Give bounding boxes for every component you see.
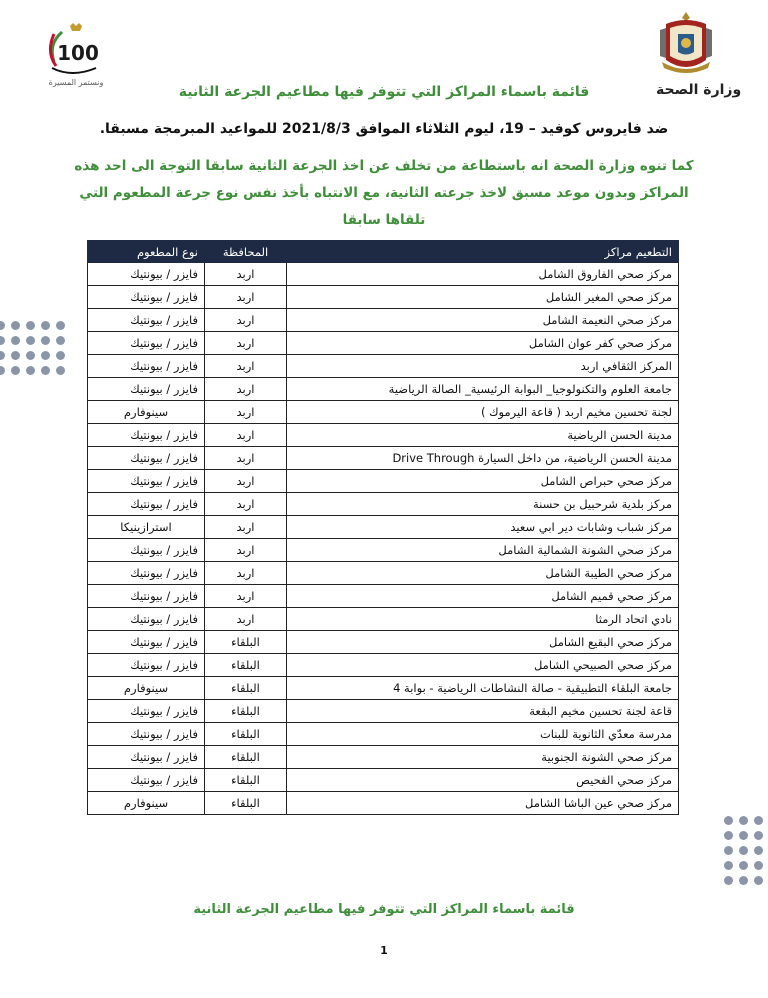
governorate-cell: البلقاء [205, 677, 287, 700]
centennial-slogan: ونستمر المسيرة [48, 78, 104, 87]
decorative-dot [56, 366, 65, 375]
vaccine-type-cell: فايزر / بيونتيك [88, 424, 205, 447]
vaccine-type-cell: فايزر / بيونتيك [88, 263, 205, 286]
table-row [88, 654, 679, 677]
decorative-dot [0, 336, 5, 345]
table-row [88, 309, 679, 332]
table-header-row [88, 241, 679, 263]
governorate-cell: اربد [205, 493, 287, 516]
table-row [88, 447, 679, 470]
centennial-logo [46, 22, 106, 87]
vaccine-type-cell: فايزر / بيونتيك [88, 700, 205, 723]
header-vaccine: نوع المطعوم [88, 241, 205, 263]
decorative-dot [724, 846, 733, 855]
table-row [88, 378, 679, 401]
table-row [88, 424, 679, 447]
governorate-cell: اربد [205, 309, 287, 332]
governorate-cell: البلقاء [205, 723, 287, 746]
decorative-dot [0, 366, 5, 375]
center-name-cell: مدينة الحسن الرياضية [287, 424, 679, 447]
decorative-dot [754, 846, 763, 855]
center-name-cell: مركز صحي كفر عوان الشامل [287, 332, 679, 355]
decorative-dot [754, 831, 763, 840]
vaccine-type-cell: فايزر / بيونتيك [88, 447, 205, 470]
governorate-cell: اربد [205, 539, 287, 562]
governorate-cell: اربد [205, 516, 287, 539]
decorative-dot [11, 336, 20, 345]
decorative-dot [56, 351, 65, 360]
decorative-dot [26, 321, 35, 330]
vaccine-type-cell: فايزر / بيونتيك [88, 769, 205, 792]
governorate-cell: البلقاء [205, 769, 287, 792]
governorate-cell: اربد [205, 562, 287, 585]
center-name-cell: مركز صحي البقيع الشامل [287, 631, 679, 654]
vaccine-type-cell: فايزر / بيونتيك [88, 332, 205, 355]
governorate-cell: البلقاء [205, 792, 287, 815]
governorate-cell: اربد [205, 332, 287, 355]
governorate-cell: اربد [205, 424, 287, 447]
governorate-cell: البلقاء [205, 631, 287, 654]
governorate-cell: اربد [205, 585, 287, 608]
decorative-dot [724, 861, 733, 870]
vaccine-type-cell: سينوفارم [88, 677, 205, 700]
vaccine-type-cell: فايزر / بيونتيك [88, 723, 205, 746]
governorate-cell: البلقاء [205, 746, 287, 769]
table-row [88, 700, 679, 723]
vaccine-type-cell: فايزر / بيونتيك [88, 286, 205, 309]
vaccine-type-cell: فايزر / بيونتيك [88, 562, 205, 585]
decorative-dot [0, 321, 5, 330]
decorative-dot [739, 816, 748, 825]
governorate-cell: البلقاء [205, 700, 287, 723]
table-row [88, 516, 679, 539]
center-name-cell: جامعة العلوم والتكنولوجيا_ البوابة الرئيسية_ الصالة الرياضية [287, 378, 679, 401]
center-name-cell: جامعة البلقاء التطبيقية - صالة النشاطات الرياضية - بوابة 4 [287, 677, 679, 700]
table-row [88, 677, 679, 700]
vaccine-type-cell: فايزر / بيونتيك [88, 654, 205, 677]
center-name-cell: قاعة لجنة تحسين مخيم البقعة [287, 700, 679, 723]
decorative-dot [56, 336, 65, 345]
notice-paragraph: كما تنوه وزارة الصحة انه باستطاعة من تخلف عن اخذ الجرعة الثانية سابقا التوجة الى احد هذه المراكز وبدون موعد مسبق لاخذ جرعته الثانية، مع الانتباه بأخذ نفس نوع جرعة المطعوم التي تلقاها سابقا [74, 158, 694, 228]
vaccine-type-cell: فايزر / بيونتيك [88, 608, 205, 631]
table-row [88, 355, 679, 378]
table-row [88, 401, 679, 424]
header-governorate: المحافظة [205, 241, 287, 263]
decorative-dot [11, 351, 20, 360]
decorative-dot [41, 321, 50, 330]
center-name-cell: مركز صحي حبراص الشامل [287, 470, 679, 493]
decorative-dot [739, 876, 748, 885]
coat-of-arms-icon [656, 10, 716, 76]
table-row [88, 562, 679, 585]
table-row [88, 746, 679, 769]
decorative-dot [739, 831, 748, 840]
decorative-dot [754, 876, 763, 885]
footer-title: قائمة باسماء المراكز التي تتوفر فيها مطاعيم الجرعة الثانية [193, 902, 575, 917]
decorative-dot [56, 321, 65, 330]
center-name-cell: مركز شباب وشابات دير ابي سعيد [287, 516, 679, 539]
table-row [88, 769, 679, 792]
decorative-dot [0, 351, 5, 360]
vaccine-type-cell: فايزر / بيونتيك [88, 309, 205, 332]
vaccine-type-cell: سينوفارم [88, 792, 205, 815]
vaccine-type-cell: استرازينيكا [88, 516, 205, 539]
center-name-cell: مركز صحي الفاروق الشامل [287, 263, 679, 286]
center-name-cell: مركز صحي الطيبة الشامل [287, 562, 679, 585]
center-name-cell: مركز بلدية شرحبيل بن حسنة [287, 493, 679, 516]
table-row [88, 286, 679, 309]
center-name-cell: مركز صحي الشونة الشمالية الشامل [287, 539, 679, 562]
center-name-cell: لجنة تحسين مخيم اربد ( قاعة اليرموك ) [287, 401, 679, 424]
center-name-cell: مركز صحي الصبيحي الشامل [287, 654, 679, 677]
governorate-cell: اربد [205, 263, 287, 286]
decorative-dots-left [0, 321, 65, 375]
vaccine-type-cell: فايزر / بيونتيك [88, 355, 205, 378]
vaccine-type-cell: فايزر / بيونتيك [88, 470, 205, 493]
page-number: 1 [380, 944, 388, 957]
vaccine-type-cell: فايزر / بيونتيك [88, 631, 205, 654]
governorate-cell: اربد [205, 355, 287, 378]
decorative-dot [724, 816, 733, 825]
table-row [88, 631, 679, 654]
ministry-label: وزارة الصحة [656, 82, 742, 98]
decorative-dot [739, 846, 748, 855]
vaccine-type-cell: سينوفارم [88, 401, 205, 424]
decorative-dot [41, 351, 50, 360]
decorative-dot [11, 366, 20, 375]
decorative-dot [739, 861, 748, 870]
decorative-dot [41, 366, 50, 375]
vaccine-type-cell: فايزر / بيونتيك [88, 378, 205, 401]
table-row [88, 585, 679, 608]
page-title: قائمة باسماء المراكز التي تتوفر فيها مطاعيم الجرعة الثانية [178, 84, 590, 100]
governorate-cell: اربد [205, 447, 287, 470]
table-row [88, 263, 679, 286]
governorate-cell: اربد [205, 378, 287, 401]
decorative-dot [26, 366, 35, 375]
governorate-cell: اربد [205, 470, 287, 493]
centers-table [87, 240, 679, 815]
table-row [88, 539, 679, 562]
table-row [88, 470, 679, 493]
governorate-cell: اربد [205, 608, 287, 631]
table-row [88, 792, 679, 815]
center-name-cell: المركز الثقافي اربد [287, 355, 679, 378]
decorative-dot [11, 321, 20, 330]
header-center: التطعيم مراكز [287, 241, 679, 263]
decorative-dots-right [724, 816, 768, 885]
center-name-cell: مركز صحي المغير الشامل [287, 286, 679, 309]
vaccine-type-cell: فايزر / بيونتيك [88, 746, 205, 769]
decorative-dot [724, 876, 733, 885]
table-row [88, 332, 679, 355]
decorative-dot [26, 336, 35, 345]
decorative-dot [754, 861, 763, 870]
center-name-cell: مركز صحي الفحيص [287, 769, 679, 792]
center-name-cell: مركز صحي الشونة الجنوبية [287, 746, 679, 769]
table-row [88, 493, 679, 516]
governorate-cell: البلقاء [205, 654, 287, 677]
centennial-emblem-icon [46, 22, 106, 78]
governorate-cell: اربد [205, 401, 287, 424]
center-name-cell: مدينة الحسن الرياضية، من داخل السيارة Drive Through [287, 447, 679, 470]
vaccine-type-cell: فايزر / بيونتيك [88, 539, 205, 562]
governorate-cell: اربد [205, 286, 287, 309]
decorative-dot [26, 351, 35, 360]
center-name-cell: مركز صحي قميم الشامل [287, 585, 679, 608]
decorative-dot [41, 336, 50, 345]
center-name-cell: مركز صحي النعيمة الشامل [287, 309, 679, 332]
table-row [88, 723, 679, 746]
page-subtitle: ضد فايروس كوفيد – 19، ليوم الثلاثاء الموافق 2021/8/3 للمواعيد المبرمجة مسبقا. [99, 121, 669, 137]
decorative-dot [754, 816, 763, 825]
vaccine-type-cell: فايزر / بيونتيك [88, 585, 205, 608]
center-name-cell: مركز صحي عين الباشا الشامل [287, 792, 679, 815]
centennial-number: 100 [57, 41, 99, 65]
table-row [88, 608, 679, 631]
center-name-cell: مدرسة معدّي الثانوية للبنات [287, 723, 679, 746]
decorative-dot [724, 831, 733, 840]
center-name-cell: نادي اتحاد الرمثا [287, 608, 679, 631]
vaccine-type-cell: فايزر / بيونتيك [88, 493, 205, 516]
